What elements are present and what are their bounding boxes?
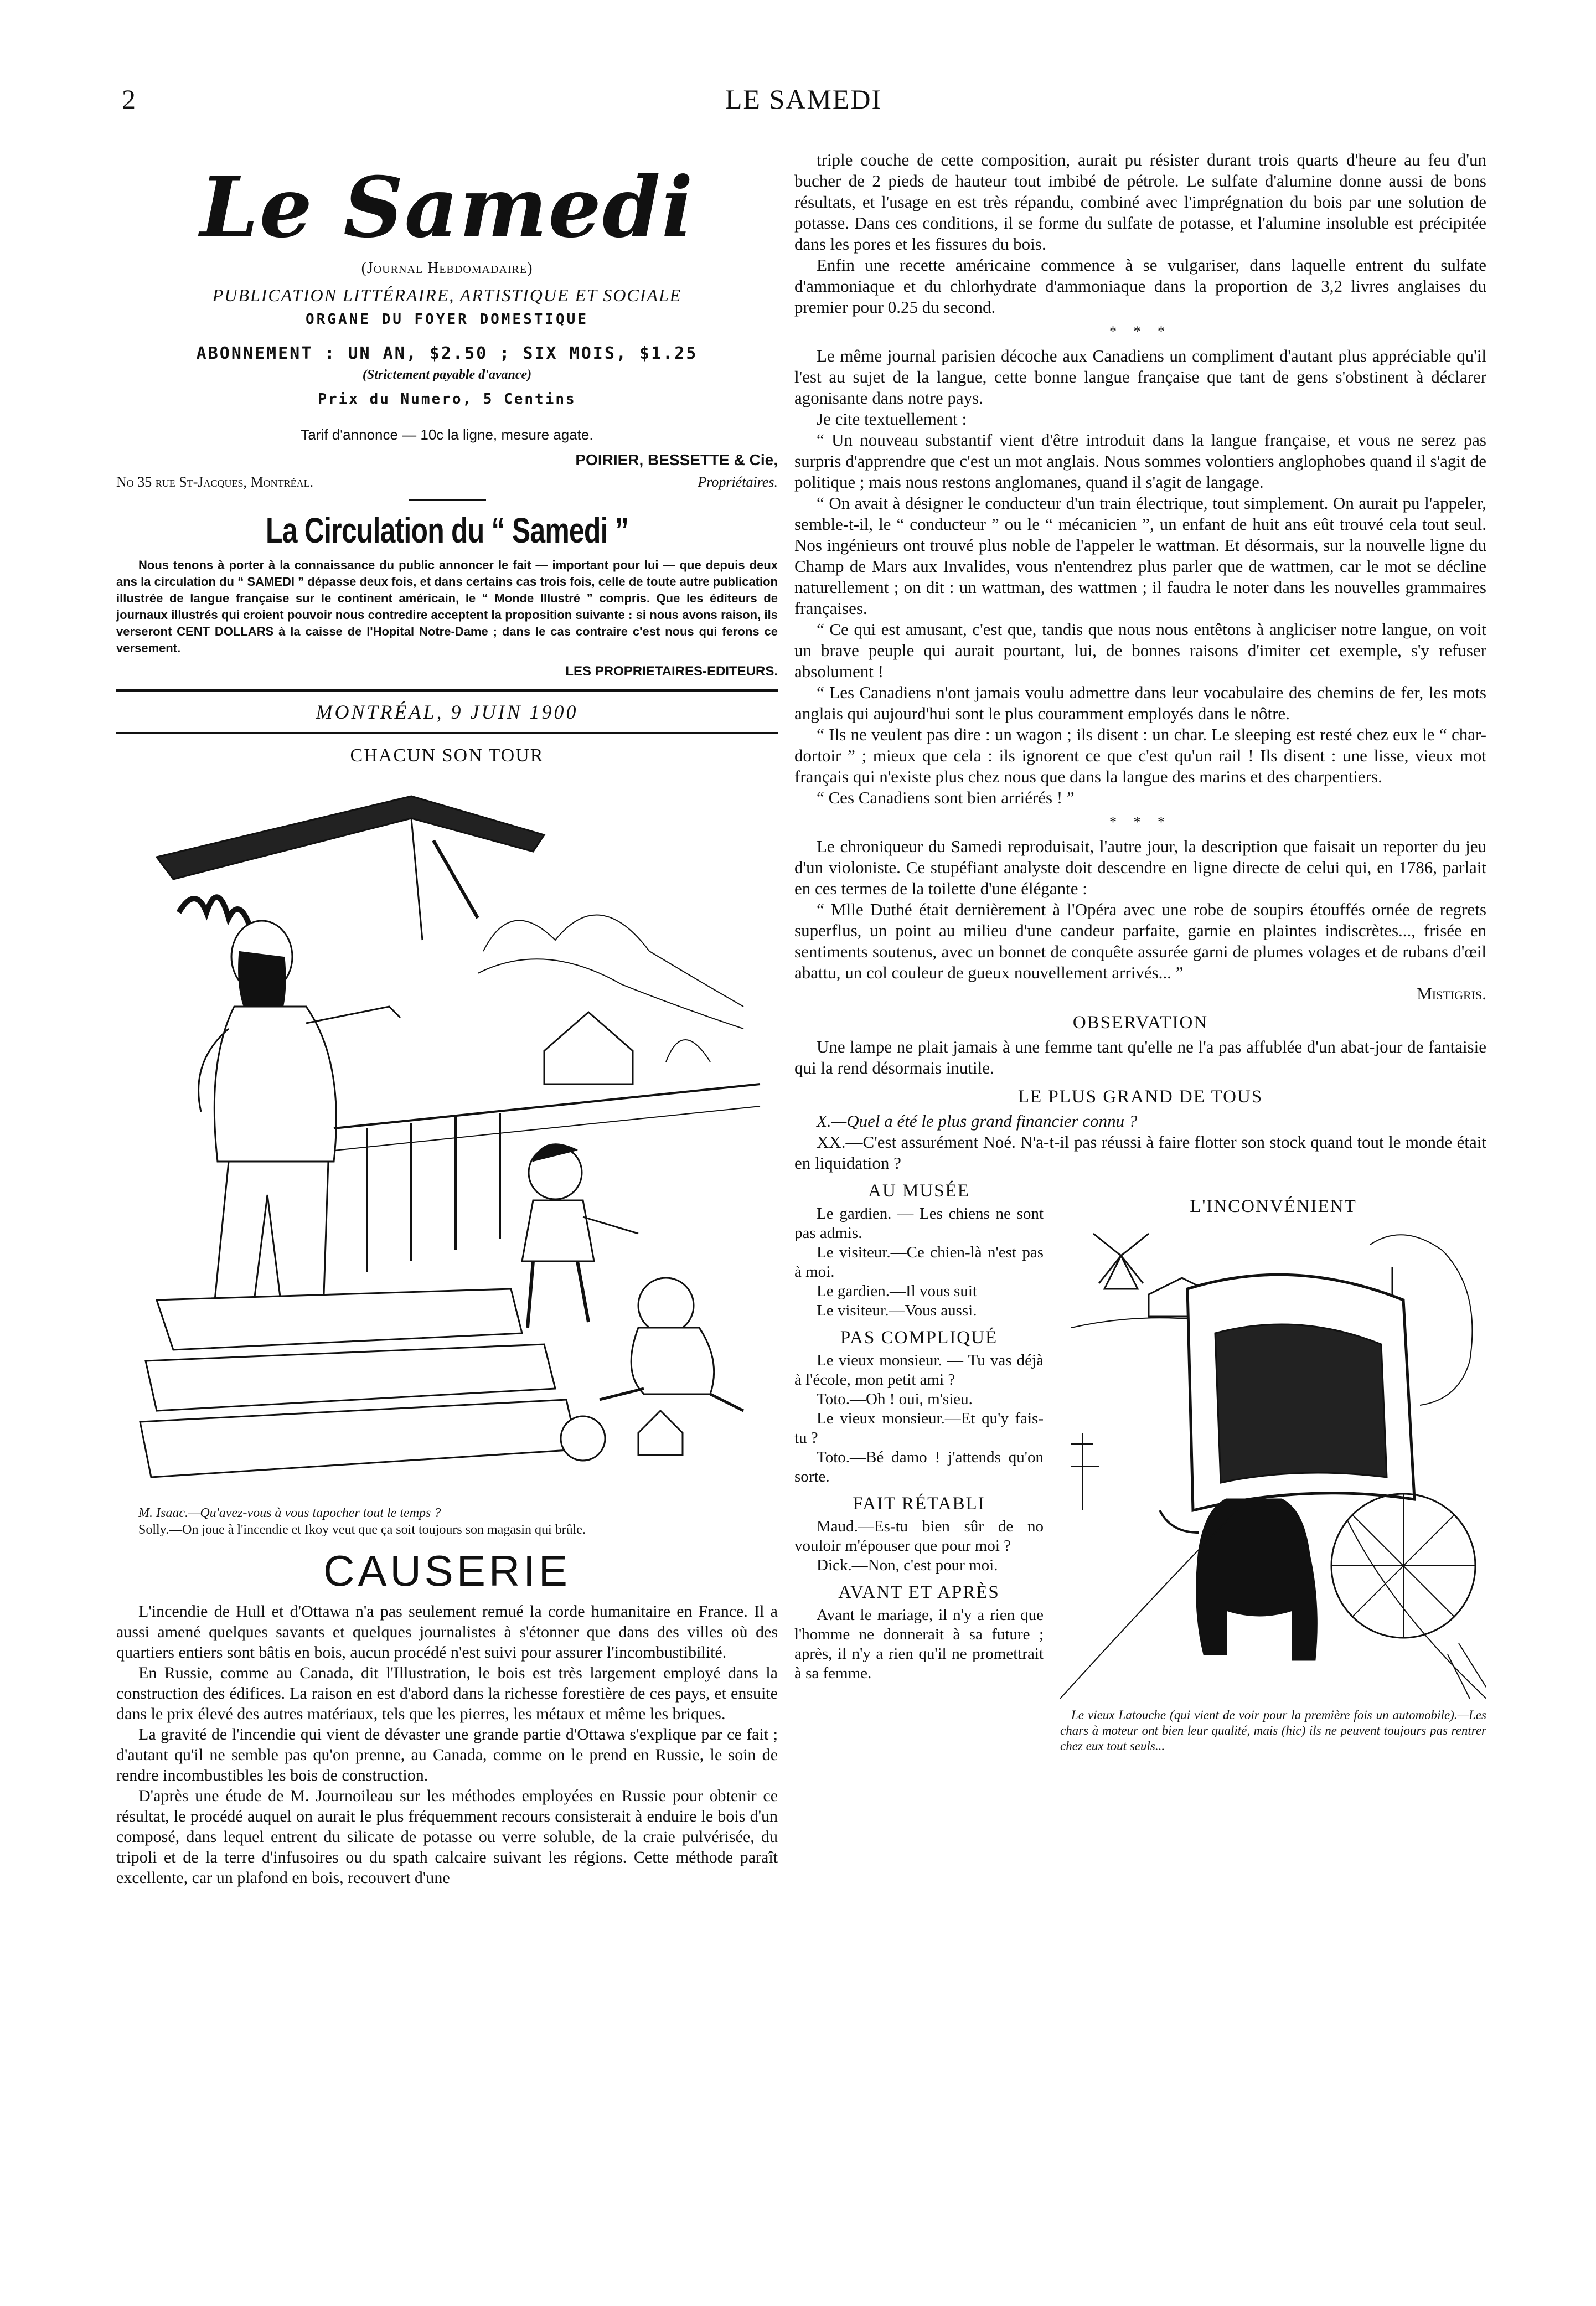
cartoon-title: CHACUN SON TOUR [350, 745, 544, 766]
avant-apres-line: Avant le mariage, il n'y a rien que l'homme ne donnerait à sa future ; après, il n'y a rien qu'il ne promettrait à sa femme. [794, 1606, 1044, 1682]
masthead-tarif: Tarif d'annonce — 10c la ligne, mesure agate. [301, 426, 593, 443]
masthead-abonnement: ABONNEMENT : UN AN, $2.50 ; SIX MOIS, $1.25 [196, 344, 698, 363]
article-paragraph: Je cite textuellement : [817, 409, 967, 429]
cartoon-caption-2: Solly.—On joue à l'incendie et Ikoy veut que ça soit toujours son magasin qui brûle. [138, 1523, 586, 1537]
anecdotes-column [794, 1174, 1044, 1683]
article-paragraph: “ Ils ne veulent pas dire : un wagon ; ils disent : un char. Le sleeping est resté chez eux le “ char-dortoir ” ; mieux que cela : ils ignorent ce que c'est qu'un rail ! Ils disent : une lisse, vieux mot français qui n'existe plus chez nous que dans la langue des marins et des charpentiers. [794, 725, 1486, 786]
inconvenient-title: L'INCONVÉNIENT [1190, 1196, 1357, 1216]
plus-grand-line: XX.—C'est assurément Noé. N'a-t-il pas réussi à faire flotter son stock quand tout le monde était en liquidation ? [794, 1132, 1486, 1173]
circulation-title: La Circulation du “ Samedi ” [266, 510, 628, 550]
double-rule [116, 689, 778, 692]
musee-line: Le visiteur.—Ce chien-là n'est pas à moi. [794, 1244, 1044, 1281]
running-title: LE SAMEDI [725, 84, 882, 115]
circulation-signature: LES PROPRIETAIRES-EDITEURS. [565, 664, 778, 679]
fait-retabli-line: Maud.—Es-tu bien sûr de no vouloir m'épouser que pour moi ? [794, 1518, 1044, 1555]
bottom-section [794, 1174, 1486, 1816]
masthead-address: No 35 rue St-Jacques, Montréal. [116, 474, 314, 490]
left-column [116, 149, 778, 1888]
avant-apres-title: AVANT ET APRÈS [838, 1582, 1000, 1602]
running-header [122, 83, 1485, 127]
cartoon-illustration [123, 774, 771, 1505]
article-paragraph: triple couche de cette composition, aurait pu résister durant trois quarts d'heure au feu d'un bucher de 2 pieds de hauteur tout imbibé de pétrole. Le sulfate d'alumine donne aussi de bons résultats, et l'usage en est très répandu, combiné avec l'imprégnation du bois par une solution de potasse. Dans ces conditions, il se forme du sulfate de potasse, et l'alumine insoluble est précipitée dans les pores et les fissures du bois. [794, 150, 1486, 254]
pas-complique-line: Le vieux monsieur. — Tu vas déjà à l'école, mon petit ami ? [794, 1351, 1044, 1389]
article-paragraph: “ On avait à désigner le conducteur d'un train électrique, tout simplement. On aurait pu l'appeler, semble-t-il, le “ conducteur ” ou le “ mécanicien ”, un enfant de huit ans eût trouvé cela tout seul. Nos ingénieurs ont trouvé plus noble de l'appeler le wattman. Et désormais, sur la nouvelle ligne du Champ de Mars aux Invalides, vous n'entendrez plus parler que de wattmen, car le mot se décline naturellement ; on dit : un wattman, des wattmen ; il faudra le noter dans les nouvelles grammaires françaises. [794, 493, 1486, 618]
article-paragraph: Enfin une recette américaine commence à se vulgariser, dans laquelle entrent du sulfate d'ammoniaque et du chlorhydrate d'ammoniaque dans la proportion de 3,2 livres anglaises du premier pour 0.25 du second. [794, 255, 1486, 317]
rule [116, 732, 778, 734]
article-paragraph: “ Mlle Duthé était dernièrement à l'Opéra avec une robe de soupirs étouffés ornée de regrets superflus, un point au milieu d'une candeur parfaite, garnie en plaintes indiscrètes..., frisée en sentiments soutenus, avec un bonnet de conquête assurée garni de plumes volages et de rubans d'œil abattu, un col couleur de gueux nouvellement arrivés... ” [794, 900, 1486, 982]
masthead-owners: POIRIER, BESSETTE & Cie, [575, 451, 778, 468]
section-stars: * * * [1109, 814, 1171, 830]
masthead-organe: ORGANE DU FOYER DOMESTIQUE [306, 311, 588, 328]
fait-retabli-title: FAIT RÉTABLI [853, 1494, 985, 1514]
page-number: 2 [122, 84, 136, 115]
divider [409, 499, 486, 501]
masthead-publication: PUBLICATION LITTÉRAIRE, ARTISTIQUE ET SOCIALE [212, 285, 682, 305]
observation-title: OBSERVATION [1072, 1013, 1208, 1033]
inconvenient-block [1060, 1196, 1486, 1754]
masthead-address-line [116, 472, 778, 492]
article-paragraph: “ Les Canadiens n'ont jamais voulu admettre dans leur vocabulaire des chemins de fer, les mots anglais qui aujourd'hui sont le plus couramment employés dans le nôtre. [794, 683, 1486, 723]
circulation-body: Nous tenons à porter à la connaissance du public annoncer le fait — important pour lui — que depuis deux ans la circulation du “ SAMEDI ” dépasse deux fois, et dans certains cas trois fois, celle de toute autre publication illustrée de langue française sur le continent américain, le “ Monde Illustré ” compris. Que les éditeurs de journaux illustrés qui croient pouvoir nous contredire acceptent la proposition suivante : si nous avons raison, ils verseront CENT DOLLARS à la caisse de l'Hopital Notre-Dame ; dans le cas contraire c'est nous qui ferons ce versement. [116, 558, 778, 655]
article-paragraph: Le même journal parisien décoche aux Canadiens un compliment d'autant plus appréciable qu'il l'est au sujet de la langue, cette bonne langue française que tant de gens s'obstinent à déclarer agonisante dans notre pays. [794, 346, 1486, 407]
plus-grand-title: LE PLUS GRAND DE TOUS [1017, 1087, 1263, 1107]
article-paragraph: “ Ce qui est amusant, c'est que, tandis que nous nous entêtons à angliciser notre langue, on voit un brave peuple qui aurait pourtant, lui, de bonnes raisons d'imiter cet exemple, s'y refuser absolument ! [794, 620, 1486, 681]
article-paragraph: “ Ces Canadiens sont bien arriérés ! ” [817, 788, 1075, 807]
signature-mistigris: Mistigris. [1417, 984, 1486, 1003]
masthead-subtitle: (Journal Hebdomadaire) [361, 260, 533, 277]
fait-retabli-line: Dick.—Non, c'est pour moi. [817, 1556, 998, 1574]
article-paragraph: Le chroniqueur du Samedi reproduisait, l'autre jour, la description que faisait un reporter du jeu d'un violoniste. Ce stupéfiant analyste doit descendre en ligne directe de celui qui, en 1786, parlait en ces termes de la toilette d'une élégante : [794, 837, 1486, 898]
cartoon-caption-1: M. Isaac.—Qu'avez-vous à vous tapocher tout le temps ? [138, 1506, 441, 1520]
masthead-strict: (Strictement payable d'avance) [362, 368, 532, 382]
causerie-paragraph: L'incendie de Hull et d'Ottawa n'a pas seulement remué la corde humanitaire en France. Il a aussi amené quelques savants et quelques journalistes à s'étonner que dans des villes où des quartiers entiers sont bâtis en bois, aucun procédé n'est suivi pour assurer l'incombustibilité. [116, 1602, 778, 1662]
pas-complique-title: PAS COMPLIQUÉ [840, 1328, 998, 1348]
musee-title: AU MUSÉE [868, 1181, 970, 1201]
pas-complique-line: Toto.—Bé damo ! j'attends qu'on sorte. [794, 1448, 1044, 1485]
causerie-paragraph: En Russie, comme au Canada, dit l'Illustration, le bois est très largement employé dans la construction des édifices. La raison en est d'abord dans la richesse forestière de ces pays, et ensuite dans le prix élevé des autres matériaux, tels que les pierres, les métaux et même les briques. [116, 1664, 778, 1723]
article-paragraph: “ Un nouveau substantif vient d'être introduit dans la langue française, et vous ne serez pas surpris d'apprendre que c'est un mot anglais. Nous sommes volontiers anglophobes quand il s'agit de politique ; mais nous restons anglomanes, quand il s'agit de langage. [794, 430, 1486, 492]
section-stars: * * * [1109, 323, 1171, 339]
causerie-paragraph: La gravité de l'incendie qui vient de dévaster une grande partie d'Ottawa s'explique par ce fait ; d'autant qu'il ne semble pas qu'on prenne, au Canada, comme on le prend en Russie, le soin de rendre incombustibles les bois de construction. [116, 1725, 778, 1784]
plus-grand-line: X.—Quel a été le plus grand financier connu ? [817, 1111, 1138, 1131]
musee-line: Le visiteur.—Vous aussi. [817, 1302, 977, 1319]
pas-complique-line: Toto.—Oh ! oui, m'sieu. [817, 1390, 973, 1408]
causerie-text [116, 1601, 778, 1888]
musee-line: Le gardien.—Il vous suit [817, 1282, 977, 1300]
causerie-paragraph: D'après une étude de M. Journoileau sur les méthodes employées en Russie pour obtenir ce résultat, le procédé auquel on aurait le plus fréquemment recours consisterait à enduire le bois d'un composé, dans lequel entrent du silicate de potasse ou verre soluble, de la craie pulvérisée, du tripoli et de la terre d'infusoires ou du spath calcaire suivant les régions. Cette méthode paraît excellente, car un plafond en bois, recouvert d'une [116, 1787, 778, 1887]
right-column [794, 149, 1486, 1816]
dateline: MONTRÉAL, 9 JUIN 1900 [316, 701, 579, 723]
pas-complique-line: Le vieux monsieur.—Et qu'y fais-tu ? [794, 1410, 1044, 1447]
masthead-proprietaires: Propriétaires. [698, 474, 778, 490]
masthead-prix: Prix du Numero, 5 Centins [318, 391, 576, 407]
observation-text: Une lampe ne plait jamais à une femme tant qu'elle ne l'a pas affublée d'un abat-jour de fantaisie qui la rend désormais inutile. [794, 1037, 1486, 1077]
carriage-illustration [1060, 1222, 1486, 1704]
musee-line: Le gardien. — Les chiens ne sont pas admis. [794, 1205, 1044, 1242]
causerie-title: CAUSERIE [323, 1546, 571, 1595]
masthead-logo: Le Samedi [200, 159, 694, 256]
inconvenient-caption: Le vieux Latouche (qui vient de voir pour la première fois un automobile).—Les chars à moteur ont bien leur qualité, mais (hic) ils ne peuvent toujours pas rentrer chez eux tout seuls... [1060, 1708, 1486, 1753]
